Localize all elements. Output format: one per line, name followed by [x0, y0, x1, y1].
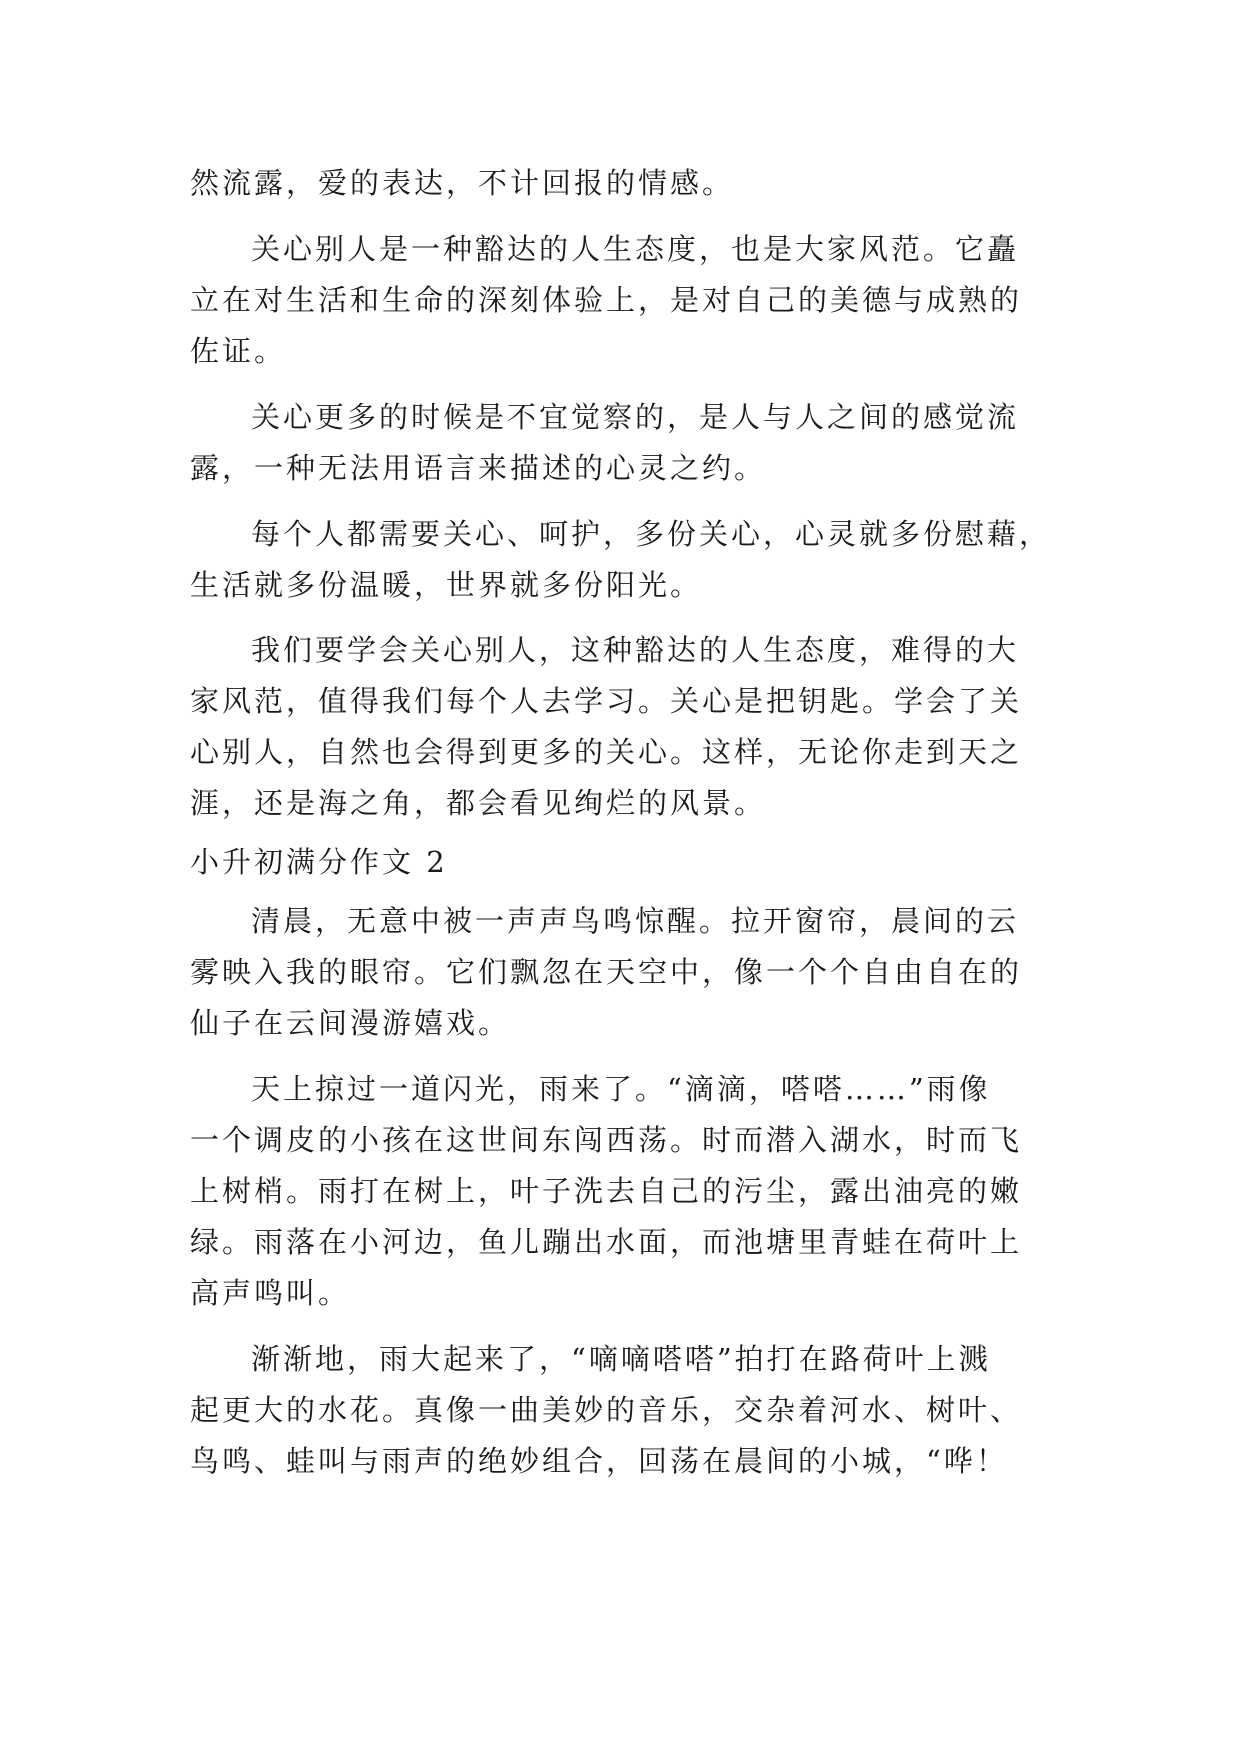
text-line: 鸟鸣、蛙叫与雨声的绝妙组合，回荡在晨间的小城，“哗！ — [190, 1444, 1008, 1478]
text-line: 佐证。 — [190, 334, 287, 368]
text-line: 立在对生活和生命的深刻体验上，是对自己的美德与成熟的 — [190, 283, 1023, 317]
paragraph-start-line: 每个人都需要关心、呵护，多份关心，心灵就多份慰藉， — [251, 517, 1052, 551]
text-line: 然流露，爱的表达，不计回报的情感。 — [190, 166, 735, 200]
paragraph-start-line: 渐渐地，雨大起来了，“嘀嘀嗒嗒”拍打在路荷叶上溅 — [251, 1342, 991, 1376]
text-line: 绿。雨落在小河边，鱼儿蹦出水面，而池塘里青蛙在荷叶上 — [190, 1225, 1023, 1259]
paragraph-start-line: 我们要学会关心别人，这种豁达的人生态度，难得的大 — [251, 633, 1020, 667]
text-line: 露，一种无法用语言来描述的心灵之约。 — [190, 451, 767, 485]
paragraph-start-line: 关心更多的时候是不宜觉察的，是人与人之间的感觉流 — [251, 400, 1020, 434]
paragraph-start-line: 清晨，无意中被一声声鸟鸣惊醒。拉开窗帘，晨间的云 — [251, 904, 1020, 938]
text-line: 仙子在云间漫游嬉戏。 — [190, 1006, 511, 1040]
text-line: 涯，还是海之角，都会看见绚烂的风景。 — [190, 786, 767, 820]
text-line: 高声鸣叫。 — [190, 1276, 351, 1310]
paragraph-start-line: 天上掠过一道闪光，雨来了。“滴滴，嗒嗒……”雨像 — [251, 1072, 991, 1106]
text-line: 家风范，值得我们每个人去学习。关心是把钥匙。学会了关 — [190, 684, 1023, 718]
text-line: 上树梢。雨打在树上，叶子洗去自己的污尘，露出油亮的嫩 — [190, 1174, 1023, 1208]
text-line: 雾映入我的眼帘。它们飘忽在天空中，像一个个自由自在的 — [190, 955, 1023, 989]
text-line: 心别人，自然也会得到更多的关心。这样，无论你走到天之 — [190, 735, 1023, 769]
paragraph-start-line: 关心别人是一种豁达的人生态度，也是大家风范。它矗 — [251, 232, 1020, 266]
text-line: 生活就多份温暖，世界就多份阳光。 — [190, 568, 703, 602]
text-line: 一个调皮的小孩在这世间东闯西荡。时而潜入湖水，时而飞 — [190, 1123, 1023, 1157]
text-line: 起更大的水花。真像一曲美妙的音乐，交杂着河水、树叶、 — [190, 1393, 1023, 1427]
section-heading: 小升初满分作文 2 — [190, 845, 448, 879]
